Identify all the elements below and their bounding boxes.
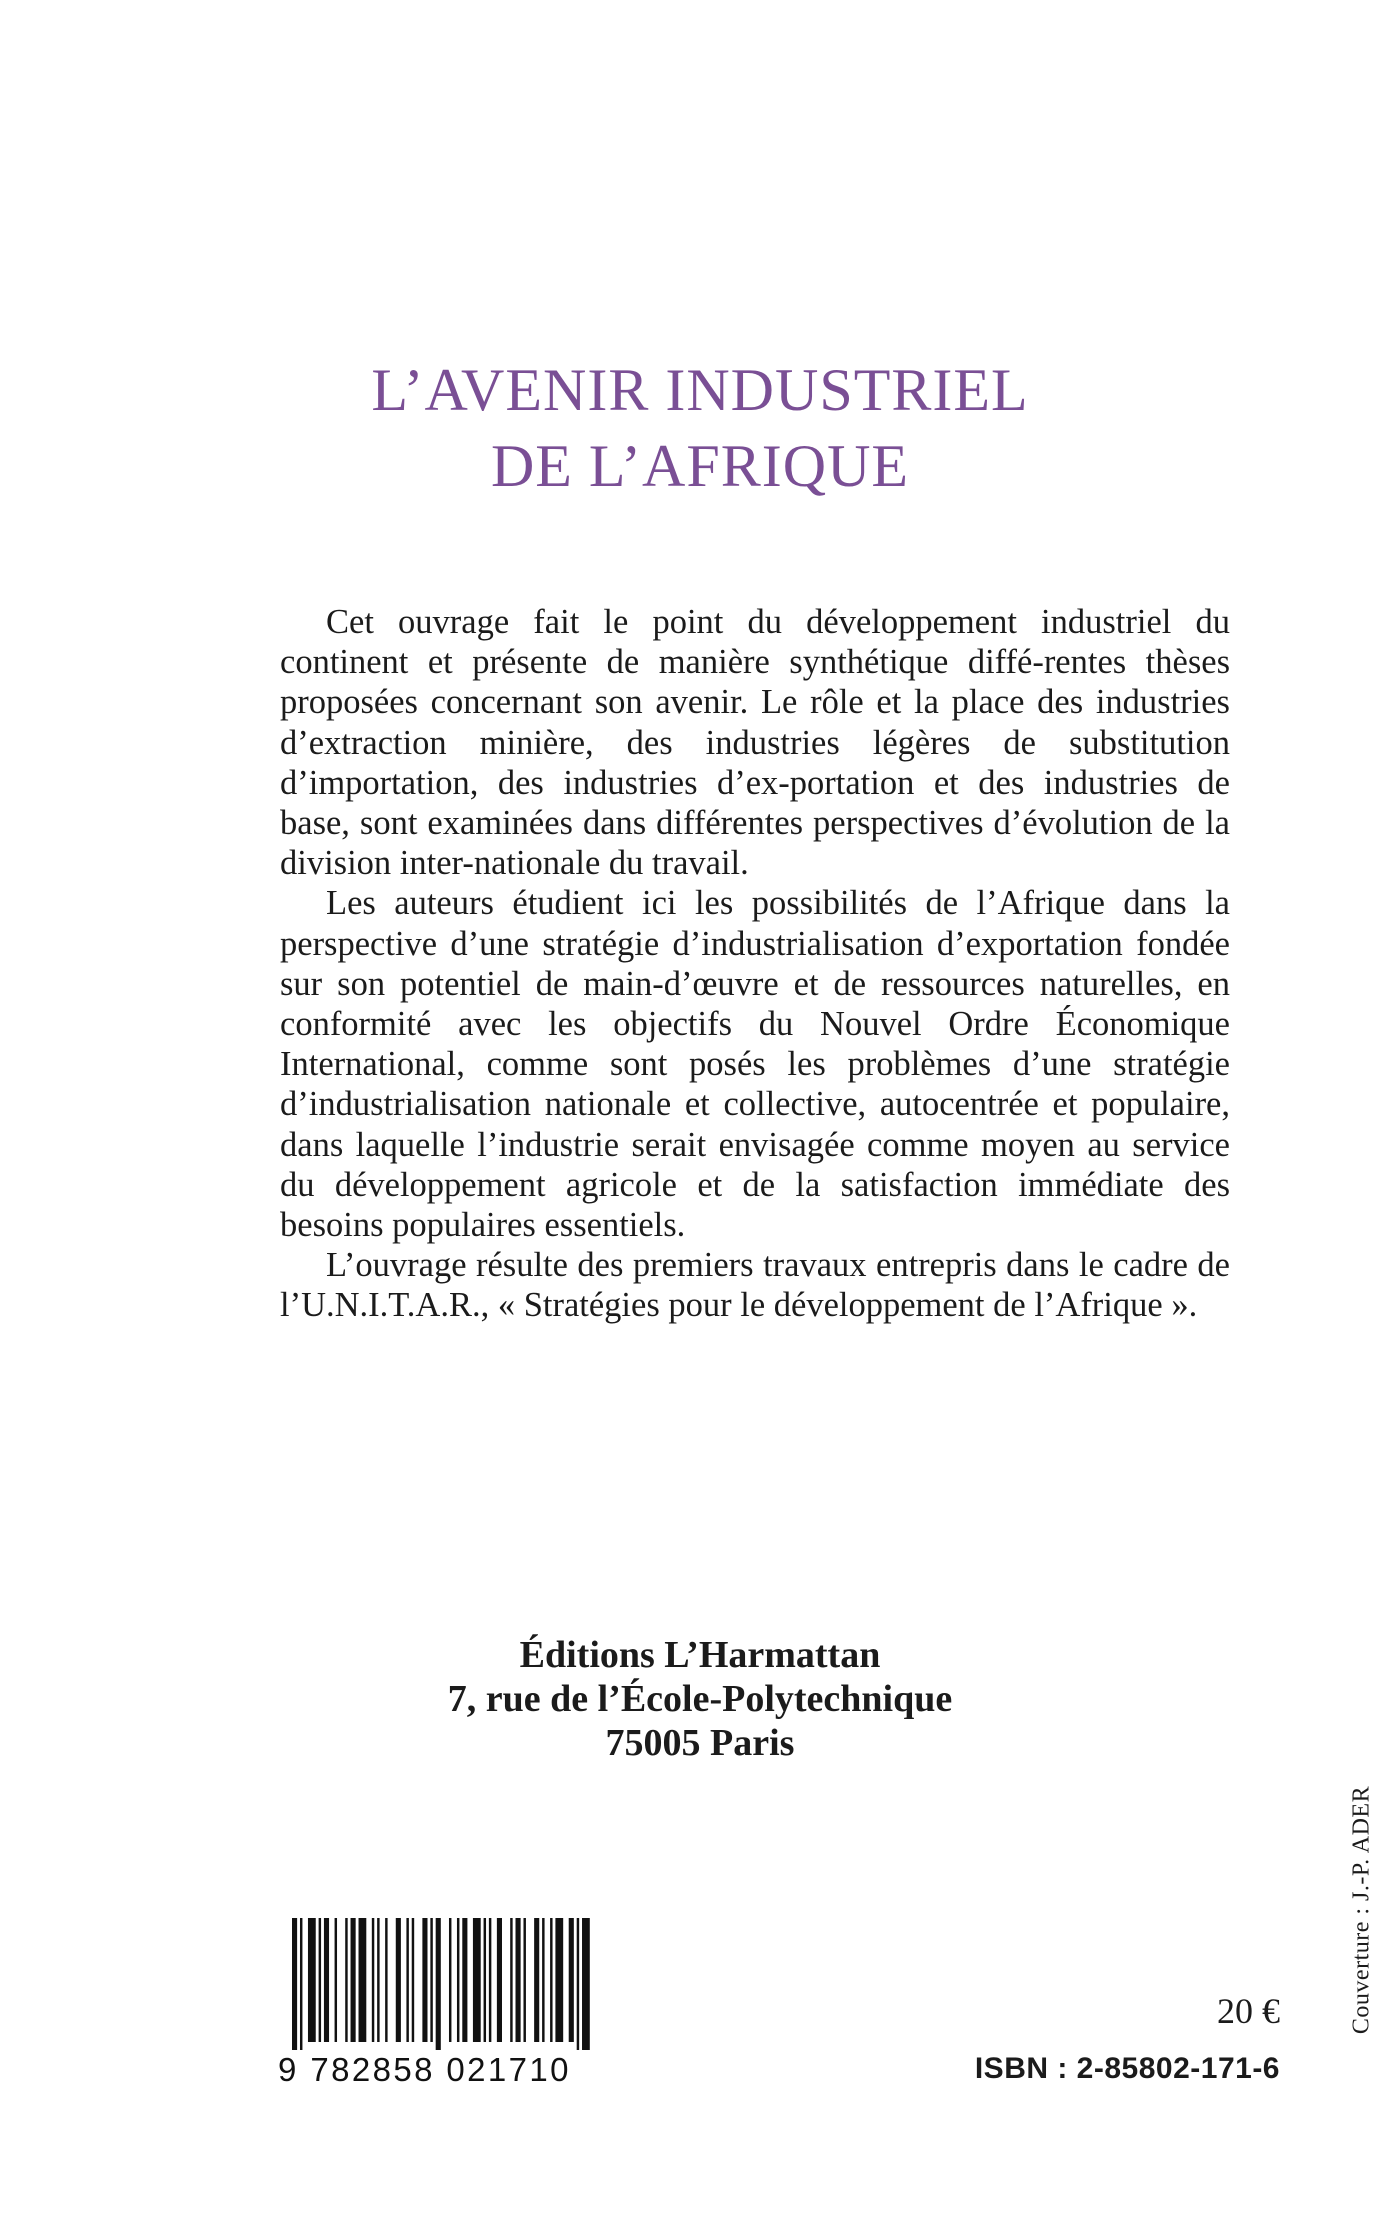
barcode-digits: 9 782858 021710	[278, 2051, 571, 2088]
barcode-bar	[300, 1918, 302, 2050]
isbn: ISBN : 2-85802-171-6	[974, 2052, 1280, 2085]
barcode-bar	[406, 1918, 408, 2042]
cover-credit	[1342, 1760, 1382, 2060]
cover-credit-text: Couverture : J.-P. ADER	[1348, 1785, 1375, 2035]
barcode-bar	[345, 1918, 347, 2042]
barcode-bar	[412, 1918, 414, 2042]
barcode-bar	[523, 1918, 525, 2042]
barcode-bar	[473, 1918, 481, 2042]
barcode-bar	[359, 1918, 367, 2042]
book-title-line-1: L’AVENIR INDUSTRIEL	[371, 357, 1029, 423]
publisher-name: Éditions L’Harmattan	[519, 1634, 881, 1676]
barcode-bar	[484, 1918, 486, 2042]
barcode-bar	[489, 1918, 491, 2042]
blurb-paragraph-1: Cet ouvrage fait le point du développement industriel du continent et présente de manière synthétique diffé-rentes thèses proposées concernant son avenir. Le rôle et la place des industries d’extraction minière, des industries légères de substitution d’importation, des industries d’ex-portation et des industries de base, sont examinées dans différentes perspectives d’évolution de la division inter-nationale du travail.	[280, 603, 1230, 883]
barcode-bar	[292, 1918, 297, 2050]
barcode-bar	[436, 1918, 441, 2050]
barcode-bar	[497, 1918, 502, 2042]
barcode-bar	[396, 1918, 401, 2042]
barcode-bar	[510, 1918, 512, 2042]
barcode-bar	[308, 1918, 316, 2042]
barcode-bar	[422, 1918, 427, 2042]
barcode-bar	[582, 1918, 590, 2050]
barcode-bar	[372, 1918, 374, 2042]
barcode-bar	[555, 1918, 563, 2042]
barcode-bar	[577, 1918, 579, 2050]
blurb-paragraph-3: L’ouvrage résulte des premiers travaux entrepris dans le cadre de l’U.N.I.T.A.R., « Stratégies pour le développement de l’Afrique ».	[280, 1246, 1230, 1325]
barcode-bar	[335, 1918, 337, 2042]
price: 20 €	[1217, 1991, 1280, 2031]
barcode-bar	[449, 1918, 451, 2042]
publisher-city: 75005 Paris	[605, 1722, 795, 1764]
barcode-bar	[324, 1918, 329, 2042]
barcode-bar	[542, 1918, 544, 2042]
barcode-bar	[377, 1918, 379, 2042]
barcode-bar	[351, 1918, 356, 2042]
barcode-bar	[457, 1918, 459, 2042]
barcode-bar	[462, 1918, 467, 2042]
barcode-bar	[319, 1918, 321, 2042]
barcode-bar	[516, 1918, 521, 2042]
barcode-bar	[569, 1918, 574, 2042]
publisher-street: 7, rue de l’École-Polytechnique	[447, 1678, 953, 1720]
blurb-paragraph-2: Les auteurs étudient ici les possibilités de l’Afrique dans la perspective d’une stratégie d’industrialisation d’exportation fondée sur son potentiel de main-d’œuvre et de ressources naturelles, en conformité avec les objectifs du Nouvel Ordre Économique International, comme sont posés les problèmes d’une stratégie d’industrialisation nationale et collective, autocentrée et populaire, dans laquelle l’industrie serait envisagée comme moyen au service du développement agricole et de la satisfaction immédiate des besoins populaires essentiels.	[280, 884, 1230, 1245]
book-title-line-2: DE L’AFRIQUE	[490, 433, 910, 499]
barcode-bar	[385, 1918, 387, 2042]
barcode-bar	[430, 1918, 432, 2042]
barcode-bar	[534, 1918, 539, 2042]
book-title	[0, 352, 1400, 504]
barcode-bars	[292, 1918, 590, 2050]
barcode-bar	[550, 1918, 552, 2042]
publisher-block	[0, 1633, 1400, 1765]
blurb	[280, 602, 1230, 1326]
